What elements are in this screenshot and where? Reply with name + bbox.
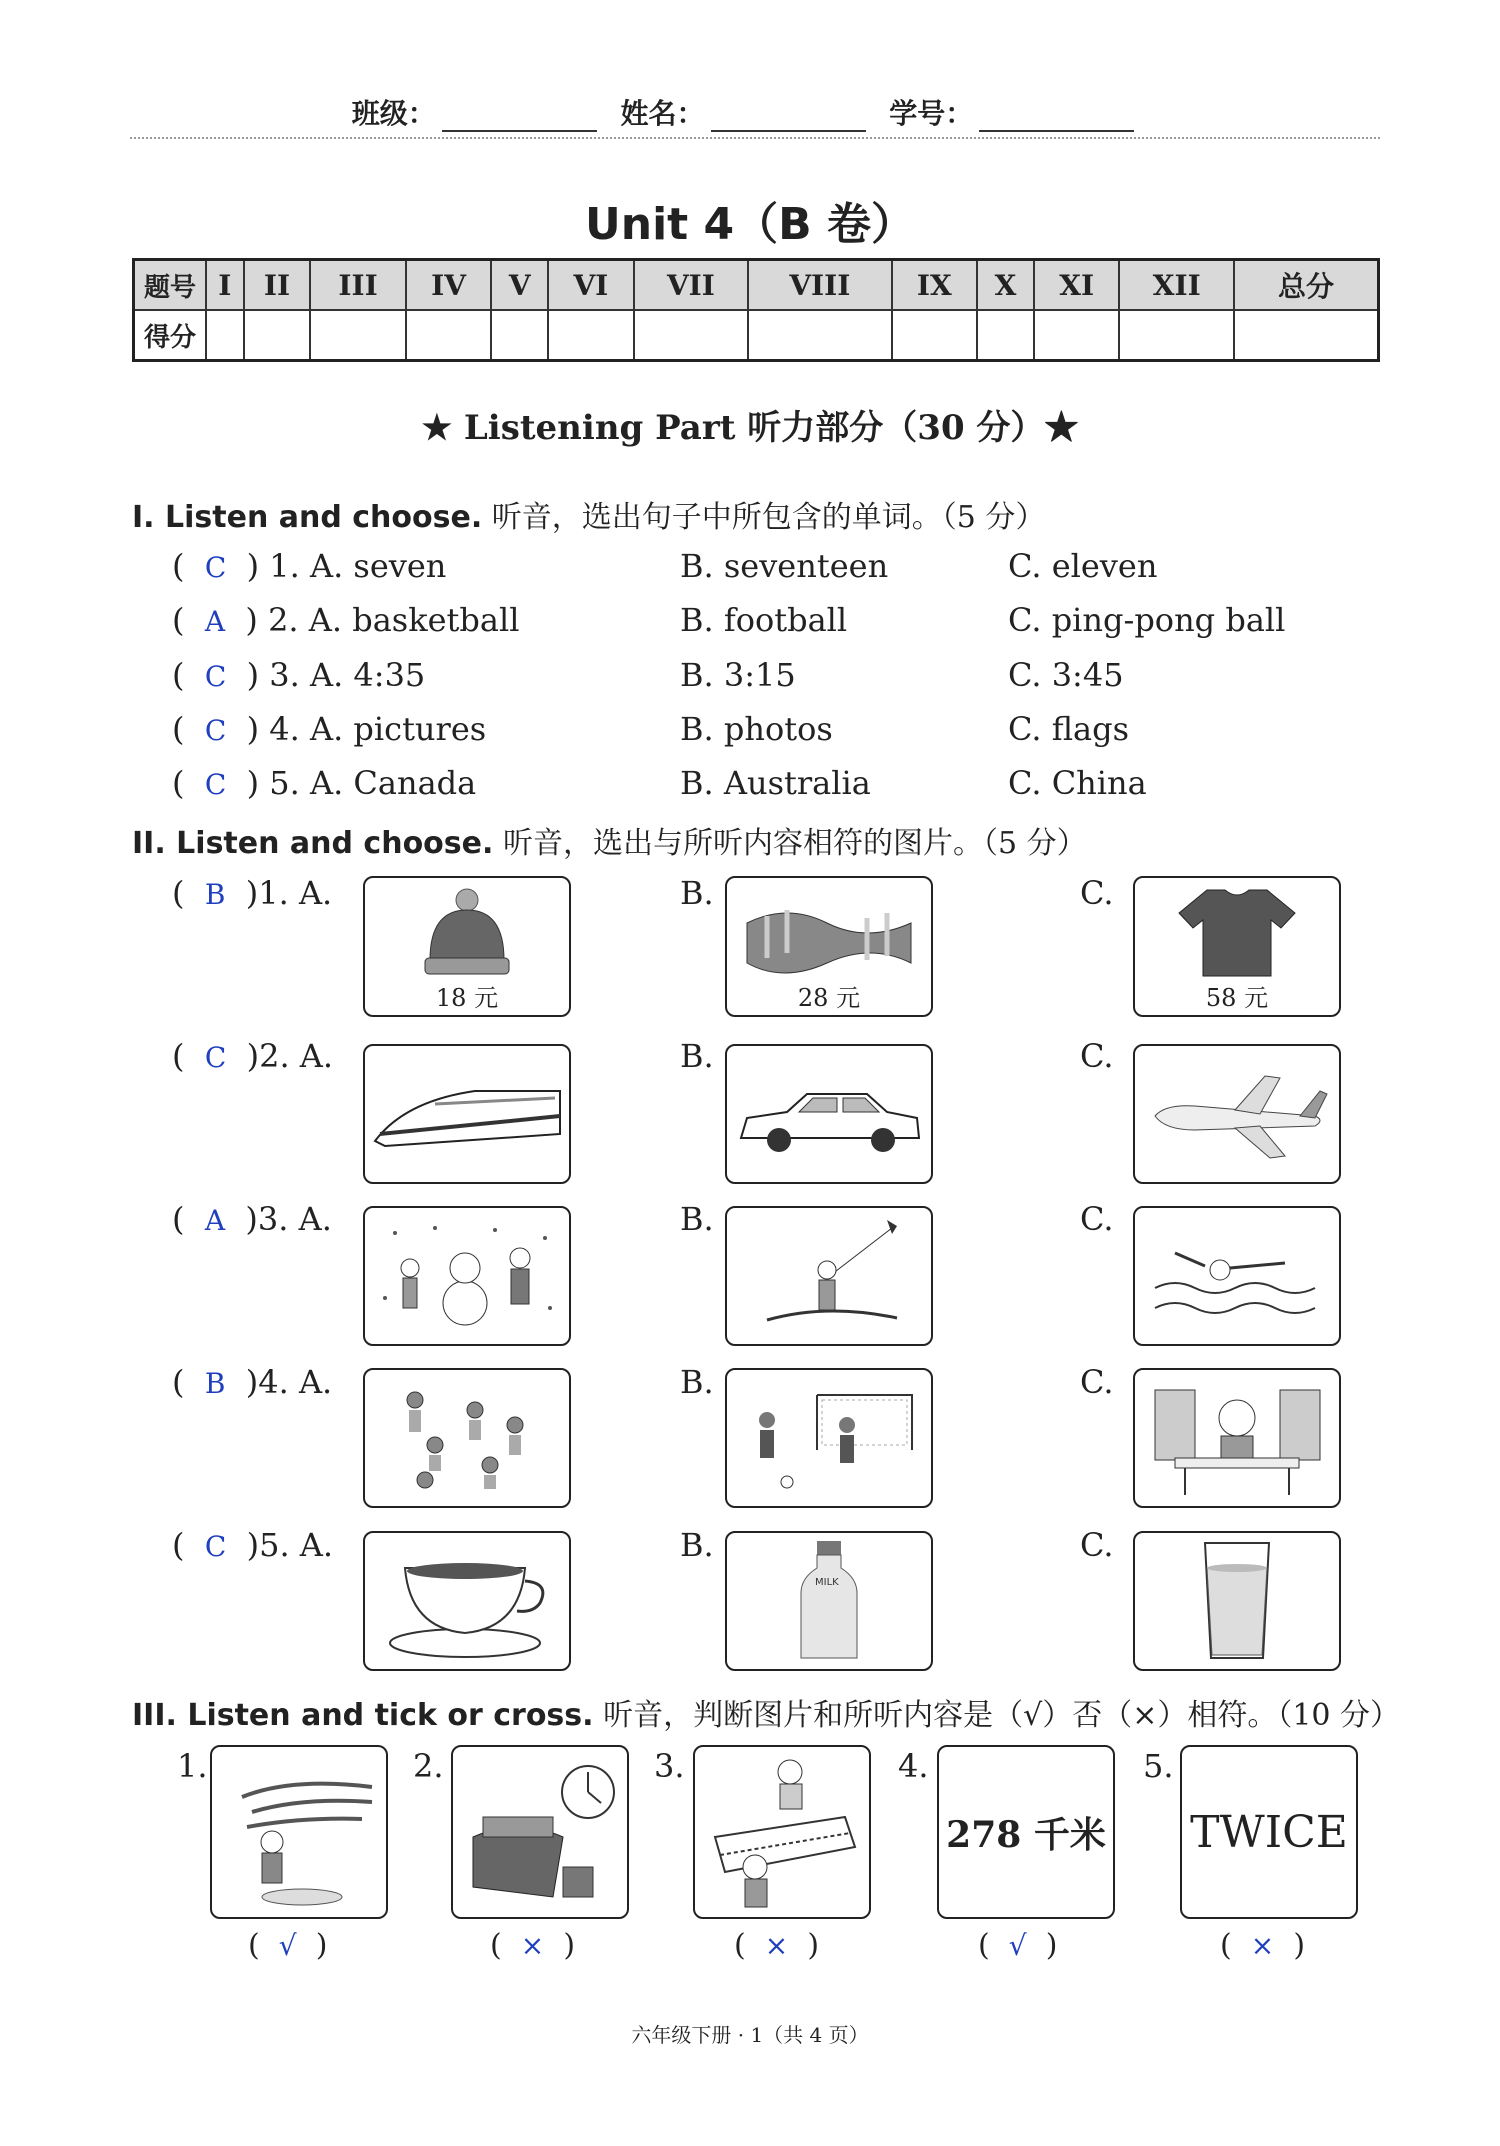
answer-mark[interactable]: ( √ ) xyxy=(978,1928,1058,1963)
question-number: 4. A. xyxy=(258,1363,333,1401)
option-b: B. football xyxy=(680,601,848,639)
answer[interactable]: C xyxy=(204,1041,227,1074)
section1-title xyxy=(132,492,1045,536)
section2-title xyxy=(132,818,1087,862)
col-header: V xyxy=(491,260,548,311)
question-row: ( A )3. A. xyxy=(172,1200,332,1238)
answer[interactable]: C xyxy=(204,551,227,584)
picture-option-kite[interactable] xyxy=(725,1206,933,1346)
option-a: A. Canada xyxy=(309,764,477,802)
wool-hat-icon xyxy=(365,878,569,988)
picture-item-5 xyxy=(1180,1745,1358,1919)
picture-option-hat[interactable] xyxy=(363,876,571,1017)
question-row: ( C ) 5. A. Canada xyxy=(172,764,477,802)
price-label: 28 元 xyxy=(797,984,861,1012)
high-speed-train-icon xyxy=(365,1046,569,1182)
score-cell[interactable] xyxy=(206,310,244,361)
question-number: 5. xyxy=(1143,1747,1174,1785)
col-header: XII xyxy=(1119,260,1234,311)
boy-reading-icon xyxy=(1135,1370,1339,1506)
question-number: 5. xyxy=(269,764,300,802)
student-info-header xyxy=(0,92,1500,132)
col-header: 总分 xyxy=(1234,260,1379,311)
question-number: 1. A. xyxy=(258,874,333,912)
section1-title-cn: 听音，选出句子中所包含的单词。（5 分） xyxy=(491,500,1046,535)
answer-mark[interactable]: ( √ ) xyxy=(248,1928,328,1963)
picture-option-milk[interactable] xyxy=(725,1531,933,1671)
question-row: ( C ) 4. A. pictures xyxy=(172,710,487,748)
mark: √ xyxy=(1008,1929,1027,1962)
answer-mark[interactable]: ( × ) xyxy=(1220,1928,1306,1963)
option-c: C. flags xyxy=(1008,710,1130,748)
swimming-icon xyxy=(1135,1208,1339,1344)
id-blank[interactable] xyxy=(979,104,1134,132)
class-label: 班级： xyxy=(351,97,436,130)
question-number: 5. A. xyxy=(259,1526,334,1564)
section3-title-en: III. Listen and tick or cross. xyxy=(132,1698,594,1733)
picture-option-car[interactable] xyxy=(725,1044,933,1184)
col-header: IV xyxy=(406,260,492,311)
airplane-icon xyxy=(1135,1046,1339,1182)
col-header: XI xyxy=(1034,260,1120,311)
score-cell[interactable] xyxy=(1119,310,1234,361)
question-row: ( B )4. A. xyxy=(172,1363,333,1401)
question-number: 3. xyxy=(654,1747,685,1785)
option-a: A. basketball xyxy=(308,601,520,639)
scarf-icon xyxy=(727,878,931,988)
answer[interactable]: B xyxy=(204,878,226,911)
milk-label: MILK xyxy=(815,1577,839,1588)
picture-option-children-playing[interactable] xyxy=(363,1368,571,1508)
option-b: B. photos xyxy=(680,710,833,748)
score-cell[interactable] xyxy=(244,310,311,361)
option-c: C. China xyxy=(1008,764,1147,802)
section2-title-cn: 听音，选出与所听内容相符的图片。（5 分） xyxy=(502,826,1087,861)
col-header: I xyxy=(206,260,244,311)
picture-item-1 xyxy=(210,1745,388,1919)
option-c: C. ping-pong ball xyxy=(1008,601,1286,639)
option-a: A. 4:35 xyxy=(309,656,426,694)
option-c-label: C. xyxy=(1080,1363,1114,1401)
mark: × xyxy=(520,1929,545,1962)
option-b-label: B. xyxy=(680,1200,714,1238)
score-cell[interactable] xyxy=(634,310,748,361)
question-number: 2. xyxy=(413,1747,444,1785)
question-number: 4. xyxy=(269,710,300,748)
question-number: 4. xyxy=(898,1747,929,1785)
flying-kite-icon xyxy=(727,1208,931,1344)
score-cell[interactable] xyxy=(977,310,1034,361)
option-b-label: B. xyxy=(680,1037,714,1075)
option-c-label: C. xyxy=(1080,1037,1114,1075)
name-label: 姓名： xyxy=(620,97,705,130)
answer-mark[interactable]: ( × ) xyxy=(490,1928,576,1963)
picture-item-3 xyxy=(693,1745,871,1919)
picture-option-reading[interactable] xyxy=(1133,1368,1341,1508)
playing-football-icon xyxy=(727,1370,931,1506)
question-row: ( C ) 1. A. seven xyxy=(172,547,447,585)
question-number: 3. A. xyxy=(257,1200,332,1238)
question-row: ( C )2. A. xyxy=(172,1037,334,1075)
picture-option-water[interactable] xyxy=(1133,1531,1341,1671)
t-shirt-icon xyxy=(1135,878,1339,988)
question-row: ( B )1. A. xyxy=(172,874,333,912)
option-c-label: C. xyxy=(1080,1526,1114,1564)
answer[interactable]: B xyxy=(204,1367,226,1400)
col-header: IX xyxy=(892,260,978,311)
milk-bottle-icon xyxy=(727,1533,931,1669)
picture-option-swimming[interactable] xyxy=(1133,1206,1341,1346)
option-c-label: C. xyxy=(1080,874,1114,912)
option-c-label: C. xyxy=(1080,1200,1114,1238)
question-number: 2. A. xyxy=(259,1037,334,1075)
children-group-icon xyxy=(365,1370,569,1506)
mark: √ xyxy=(278,1929,297,1962)
score-cell[interactable] xyxy=(310,310,405,361)
snowman-children-icon xyxy=(365,1208,569,1344)
listening-heading: ★ Listening Part 听力部分（30 分）★ xyxy=(421,408,1079,448)
score-cell[interactable] xyxy=(1034,310,1120,361)
row-label: 题号 xyxy=(134,260,207,311)
section1-title-en: I. Listen and choose. xyxy=(132,500,483,535)
mark: × xyxy=(764,1929,789,1962)
option-b-label: B. xyxy=(680,1363,714,1401)
answer[interactable]: A xyxy=(204,605,226,638)
answer[interactable]: C xyxy=(204,768,227,801)
option-b-label: B. xyxy=(680,874,714,912)
picture-option-tea[interactable] xyxy=(363,1531,571,1671)
question-number: 1. xyxy=(269,547,300,585)
page-footer: 六年级下册 · 1（共 4 页） xyxy=(631,2023,869,2047)
option-b: B. seventeen xyxy=(680,547,889,585)
picture-item-2 xyxy=(451,1745,629,1919)
option-a: A. pictures xyxy=(309,710,487,748)
option-b: B. Australia xyxy=(680,764,871,802)
windy-scene-icon xyxy=(212,1747,386,1917)
divider xyxy=(130,137,1380,139)
distance-text: 278 千米 xyxy=(946,1813,1106,1856)
section2-title-en: II. Listen and choose. xyxy=(132,826,494,861)
answer-mark[interactable]: ( × ) xyxy=(734,1928,820,1963)
col-header: VIII xyxy=(748,260,891,311)
score-cell[interactable] xyxy=(892,310,978,361)
score-cell[interactable] xyxy=(406,310,492,361)
picture-option-football[interactable] xyxy=(725,1368,933,1508)
score-table xyxy=(132,258,1380,362)
answer[interactable]: C xyxy=(204,714,227,747)
option-c: C. eleven xyxy=(1008,547,1158,585)
picture-option-train[interactable] xyxy=(363,1044,571,1184)
row-label: 得分 xyxy=(134,310,207,361)
car-icon xyxy=(727,1046,931,1182)
ping-pong-icon xyxy=(695,1747,869,1917)
name-blank[interactable] xyxy=(711,104,866,132)
score-cell[interactable] xyxy=(491,310,548,361)
option-c: C. 3:45 xyxy=(1008,656,1124,694)
glass-of-water-icon xyxy=(1135,1533,1339,1669)
twice-text: TWICE xyxy=(1190,1806,1348,1858)
price-label: 58 元 xyxy=(1205,984,1269,1012)
col-header: II xyxy=(244,260,311,311)
picture-option-scarf[interactable] xyxy=(725,876,933,1017)
col-header: VI xyxy=(548,260,634,311)
picture-option-snowman[interactable] xyxy=(363,1206,571,1346)
question-row: ( A ) 2. A. basketball xyxy=(172,601,520,639)
question-number: 2. xyxy=(268,601,299,639)
answer[interactable]: C xyxy=(204,1530,227,1563)
score-cell[interactable] xyxy=(748,310,891,361)
answer[interactable]: A xyxy=(204,1204,226,1237)
col-header: III xyxy=(310,260,405,311)
option-b-label: B. xyxy=(680,1526,714,1564)
cup-of-tea-icon xyxy=(365,1533,569,1669)
page-title: Unit 4（B 卷） xyxy=(585,199,915,250)
mark: × xyxy=(1250,1929,1275,1962)
answer[interactable]: C xyxy=(204,660,227,693)
col-header: VII xyxy=(634,260,748,311)
col-header: X xyxy=(977,260,1034,311)
section3-title-cn: 听音，判断图片和所听内容是（√）否（×）相符。（10 分） xyxy=(603,1698,1401,1733)
picture-option-plane[interactable] xyxy=(1133,1044,1341,1184)
option-a: A. seven xyxy=(309,547,447,585)
option-b: B. 3:15 xyxy=(680,656,796,694)
score-cell[interactable] xyxy=(548,310,634,361)
section3-title xyxy=(132,1690,1400,1734)
price-label: 18 元 xyxy=(435,984,499,1012)
score-cell[interactable] xyxy=(1234,310,1379,361)
question-number: 3. xyxy=(269,656,300,694)
picture-item-4 xyxy=(937,1745,1115,1919)
class-blank[interactable] xyxy=(442,104,597,132)
question-row: ( C ) 3. A. 4:35 xyxy=(172,656,426,694)
question-number: 1. xyxy=(177,1747,208,1785)
picture-option-shirt[interactable] xyxy=(1133,876,1341,1017)
question-row: ( C )5. A. xyxy=(172,1526,334,1564)
clock-building-icon xyxy=(453,1747,627,1917)
id-label: 学号： xyxy=(889,97,974,130)
